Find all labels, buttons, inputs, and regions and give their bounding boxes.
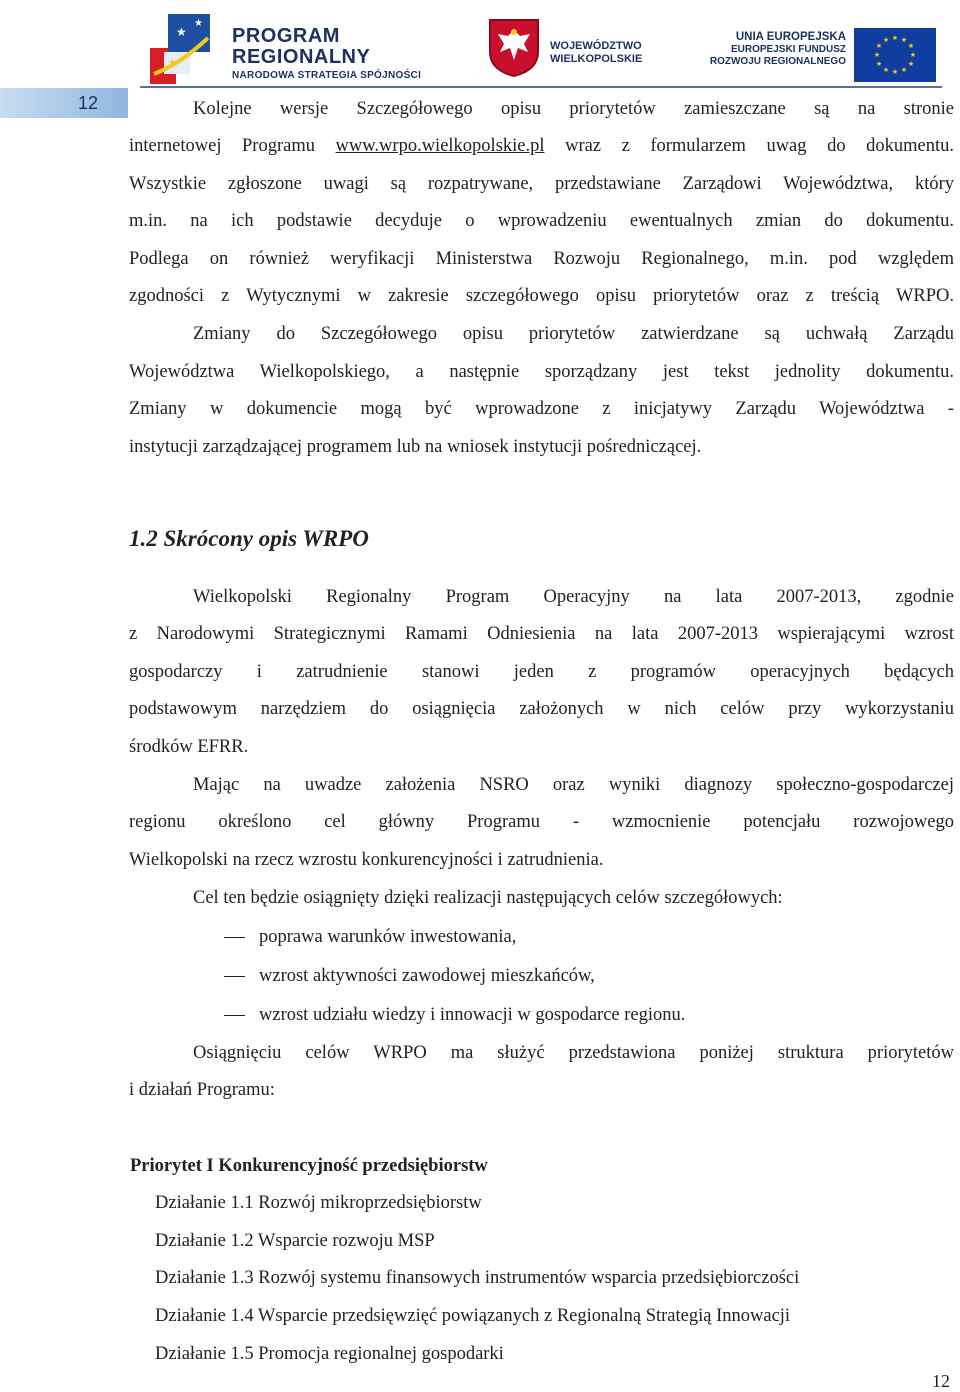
svg-text:★: ★: [907, 42, 915, 50]
intro-line-8: Województwa Wielkopolskiego, a następnie sporządzany jest tekst jednolity dokumentu.: [129, 362, 954, 382]
svg-text:★: ★: [900, 36, 908, 44]
eu-flag-icon: [854, 28, 936, 82]
list-item-text: poprawa warunków inwestowania,: [259, 927, 517, 947]
program-logo-line1: PROGRAM: [232, 25, 340, 47]
svg-text:★: ★: [909, 51, 917, 59]
svg-text:★: ★: [891, 68, 899, 76]
intro-line-2: [129, 134, 954, 158]
intro-line-1: Kolejne wersje Szczegółowego opisu priorytetów zamieszczane są na stronie: [193, 99, 954, 119]
eu-logo-line1: UNIA EUROPEJSKA: [735, 31, 846, 43]
p2-line-2: regionu określono cel główny Programu - wzmocnienie potencjału rozwojowego: [129, 812, 954, 832]
action-item-1-4: Działanie 1.4 Wsparcie przedsięwzięć powiązanych z Regionalną Strategią Innowacji: [155, 1306, 791, 1326]
svg-text:★: ★: [176, 25, 187, 39]
wielkopolska-logo: [488, 18, 688, 78]
program-regionalny-mark-icon: [150, 8, 228, 86]
p1-line-1: Wielkopolski Regionalny Program Operacyjny na lata 2007-2013, zgodnie: [193, 587, 954, 607]
svg-text:★: ★: [882, 36, 890, 44]
header-divider: [140, 86, 942, 88]
page-number-tab: 12: [0, 88, 128, 118]
action-item-1-1: Działanie 1.1 Rozwój mikroprzedsiębiorstw: [155, 1193, 482, 1213]
list-item-text: wzrost aktywności zawodowej mieszkańców,: [259, 966, 595, 986]
program-website-link[interactable]: www.wrpo.wielkopolskie.pl: [335, 136, 545, 156]
svg-text:★: ★: [168, 58, 177, 69]
list-item: [129, 925, 954, 949]
list-item: [129, 1003, 954, 1027]
eu-logo-line3: ROZWOJU REGIONALNEGO: [709, 56, 846, 67]
svg-text:★: ★: [875, 42, 883, 50]
p3-line-1: Cel ten będzie osiągnięty dzięki realizacji następujących celów szczegółowych:: [193, 888, 783, 908]
action-item-1-2: Działanie 1.2 Wsparcie rozwoju MSP: [155, 1231, 435, 1251]
dash-bullet-icon: [224, 976, 245, 977]
svg-text:★: ★: [882, 66, 890, 74]
region-logo-line2: WIELKOPOLSKIE: [550, 53, 643, 65]
intro-line-7: Zmiany do Szczegółowego opisu priorytetów zatwierdzane są uchwałą Zarządu: [193, 324, 954, 344]
p1-line-4: podstawowym narzędziem do osiągnięcia założonych w nich celów przy wykorzystaniu: [129, 699, 954, 719]
eu-fund-logo: [694, 30, 942, 82]
intro-line-5: Podlega on również weryfikacji Ministerstwa Rozwoju Regionalnego, m.in. pod względem: [129, 249, 954, 269]
svg-text:★: ★: [907, 60, 915, 68]
p2-line-1: Mając na uwadze założenia NSRO oraz wyniki diagnozy społeczno-gospodarczej: [193, 775, 954, 795]
program-logo-line2: REGIONALNY: [232, 46, 371, 68]
svg-text:★: ★: [891, 34, 899, 42]
intro-line-2-suffix: wraz z formularzem uwag do dokumentu.: [565, 136, 954, 156]
intro-line-4: m.in. na ich podstawie decyduje o wprowadzeniu ewentualnych zmian do dokumentu.: [129, 211, 954, 231]
dash-bullet-icon: [224, 1015, 245, 1016]
region-logo-line1: WOJEWÓDZTWO: [550, 40, 642, 52]
program-regionalny-logo: [150, 8, 450, 86]
coat-of-arms-icon: [488, 18, 540, 78]
eu-logo-line2: EUROPEJSKI FUNDUSZ: [730, 44, 846, 55]
list-item: [129, 964, 954, 988]
p1-line-5: środków EFRR.: [129, 737, 249, 757]
intro-line-6: zgodności z Wytycznymi w zakresie szczegółowego opisu priorytetów oraz z treścią WRPO.: [129, 286, 954, 306]
p4-line-2: i działań Programu:: [129, 1080, 275, 1100]
footer-page-number: 12: [932, 1371, 950, 1391]
intro-line-10: instytucji zarządzającej programem lub na wniosek instytucji pośredniczącej.: [129, 437, 702, 457]
svg-text:★: ★: [900, 66, 908, 74]
section-title: 1.2 Skrócony opis WRPO: [129, 526, 369, 551]
p1-line-2: z Narodowymi Strategicznymi Ramami Odniesienia na lata 2007-2013 wspierającymi wzrost: [129, 624, 954, 644]
dash-bullet-icon: [224, 937, 245, 938]
priority-title: Priorytet I Konkurencyjność przedsiębiorstw: [130, 1156, 488, 1176]
svg-text:★: ★: [873, 51, 881, 59]
svg-text:★: ★: [194, 18, 203, 29]
intro-line-9: Zmiany w dokumencie mogą być wprowadzone z inicjatywy Zarządu Województwa -: [129, 399, 954, 419]
program-logo-line3: NARODOWA STRATEGIA SPÓJNOŚCI: [232, 70, 422, 81]
svg-text:★: ★: [875, 60, 883, 68]
p4-line-1: Osiągnięciu celów WRPO ma służyć przedstawiona poniżej struktura priorytetów: [193, 1043, 954, 1063]
action-item-1-5: Działanie 1.5 Promocja regionalnej gospodarki: [155, 1344, 504, 1364]
intro-line-2-prefix: internetowej Programu: [129, 136, 315, 156]
p1-line-3: gospodarczy i zatrudnienie stanowi jeden z programów operacyjnych będących: [129, 662, 954, 682]
intro-line-3: Wszystkie zgłoszone uwagi są rozpatrywane, przedstawiane Zarządowi Województwa, który: [129, 174, 954, 194]
p2-line-3: Wielkopolski na rzecz wzrostu konkurencyjności i zatrudnienia.: [129, 850, 604, 870]
action-item-1-3: Działanie 1.3 Rozwój systemu finansowych instrumentów wsparcia przedsiębiorczości: [155, 1268, 800, 1288]
list-item-text: wzrost udziału wiedzy i innowacji w gospodarce regionu.: [259, 1005, 686, 1025]
